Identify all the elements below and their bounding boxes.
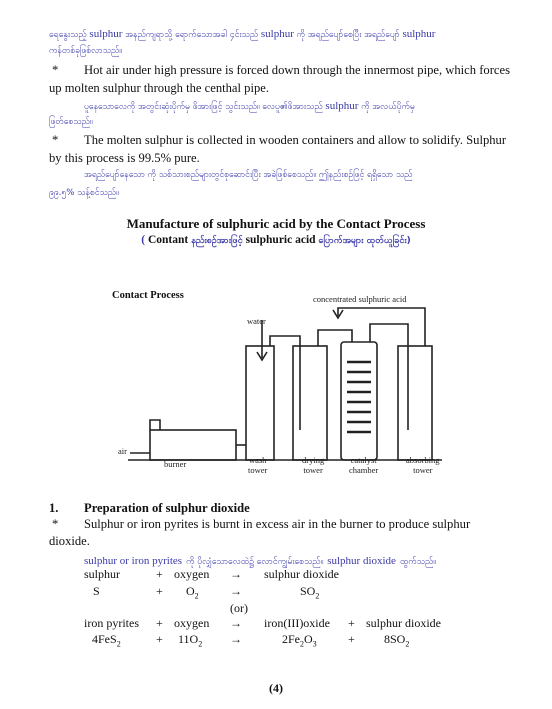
subscript: 2	[194, 591, 199, 601]
bullet-1-line-2: up molten sulphur through the centhal pipe.	[49, 81, 269, 95]
formula: 2Fe	[282, 632, 300, 646]
eq2-reactant-1: S	[93, 584, 100, 598]
section-number: 1.	[49, 501, 59, 515]
eq4-reactant-2	[178, 632, 202, 648]
eq4-arrow: →	[230, 632, 242, 646]
label-line: absorbing	[406, 455, 440, 465]
term-sulphur: sulphur	[260, 28, 294, 40]
formula: O	[186, 584, 195, 598]
catalyst-chamber-label	[349, 455, 378, 475]
section-1-line-1: Sulphur or iron pyrites is burnt in excess air in the burner to produce sulphur	[84, 517, 471, 531]
formula: 11O	[178, 632, 199, 646]
term-sulphur: sulphur	[402, 28, 436, 40]
air-label: air	[118, 446, 127, 456]
drying-tower-label	[302, 455, 324, 475]
bullet-1-line-1: Hot air under high pressure is forced down through the innermost pipe, which forces	[84, 63, 510, 77]
eq4-plus: +	[156, 632, 163, 646]
wash-tower-label	[248, 455, 267, 475]
acid-pipe	[338, 308, 425, 346]
formula: 8SO	[384, 632, 406, 646]
burner-box	[150, 430, 236, 460]
label-line: tower	[248, 465, 268, 475]
page-subtitle	[0, 234, 552, 248]
subscript: 2	[116, 639, 121, 649]
page-title: Manufacture of sulphuric acid by the Contact Process	[126, 216, 426, 231]
label-line: catalyst	[350, 455, 377, 465]
burner-label: burner	[164, 459, 187, 469]
bullet-2-line-2: by this process is 99.5% pure.	[49, 151, 200, 165]
catalyst-absorbing-pipe	[370, 324, 408, 430]
bullet-2-line-1: The molten sulphur is collected in wooden containers and allow to solidify. Sulphur	[84, 133, 507, 147]
formula: O	[304, 632, 313, 646]
eq3-arrow: →	[230, 616, 242, 630]
eq2-reactant-2	[186, 584, 199, 600]
eq1-reactant-2: oxygen	[174, 567, 210, 581]
diagram-title: Contact Process	[112, 290, 184, 301]
eq3-product-2: sulphur dioxide	[366, 616, 441, 630]
label-line: wash	[248, 455, 267, 465]
or-label: (or)	[230, 601, 248, 615]
wash-tower	[246, 346, 274, 460]
myanmar-paragraph-1-line-2: ကန်တစ်ခုဖြစ်လာသည်။	[49, 46, 122, 56]
drying-catalyst-pipe	[318, 330, 352, 346]
eq4-product-1	[282, 632, 317, 648]
contact-process-diagram	[0, 280, 552, 490]
acid-label: concentrated sulphuric acid	[313, 294, 407, 304]
sub-text: ပြောက်အများ ထုတ်ယူခြင်း)	[318, 236, 411, 246]
formula: SO	[300, 584, 316, 598]
myanmar-paragraph-3-line-1: အရည်ပျော်နေသော ကို သစ်သားစည်များတွင်စုဆောင်းပြီး အခဲဖြစ်စေသည်။ ဤနည်းစဉ်ဖြင့် ရရှိသော သည်	[84, 170, 413, 180]
term-sulphur: sulphur	[325, 100, 359, 112]
sub-text: sulphuric acid	[245, 234, 316, 246]
label-line: tower	[303, 465, 323, 475]
eq3-plus-2: +	[348, 616, 355, 630]
sub-text: Contant	[147, 234, 189, 246]
my-text: ကို ပိုလျှံသောလေထဲ၌ လောင်ကျွမ်းစေသည်။	[186, 557, 324, 567]
burner-chimney	[150, 420, 160, 430]
eq4-plus-2: +	[348, 632, 355, 646]
paren: (	[141, 234, 146, 246]
term-sulphur: sulphur	[89, 28, 123, 40]
eq3-plus: +	[156, 616, 163, 630]
subscript: 2	[405, 639, 410, 649]
eq3-product-1: iron(III)oxide	[264, 616, 330, 630]
term: sulphur dioxide	[327, 555, 396, 567]
bullet-star: *	[52, 517, 59, 531]
eq2-arrow: →	[230, 584, 242, 598]
subscript: 2	[198, 639, 203, 649]
eq4-product-2	[384, 632, 409, 648]
eq1-reactant-1: sulphur	[84, 567, 120, 581]
my-text: ပူနေသောလေကို အတွင်းဆုံးပိုက်မှ ဖိအားဖြင့် သွင်းသည်။ လေပူ၏ဖိအားသည်	[84, 102, 323, 112]
eq1-plus: +	[156, 567, 163, 581]
water-label: water	[247, 316, 266, 326]
subscript: 2	[300, 639, 304, 649]
label-line: chamber	[349, 465, 379, 475]
section-heading: Preparation of sulphur dioxide	[84, 501, 250, 515]
eq3-reactant-1: iron pyrites	[84, 616, 139, 630]
eq2-plus: +	[156, 584, 163, 598]
page-number: (4)	[269, 681, 283, 695]
my-text: ရေနွေးသည့်	[49, 30, 87, 40]
section-1-myanmar-line	[84, 551, 436, 569]
absorbing-tower-label	[406, 455, 440, 475]
bullet-star: *	[52, 63, 59, 77]
term: sulphur or iron pyrites	[84, 555, 183, 567]
absorbing-tower	[398, 346, 432, 460]
eq3-reactant-2: oxygen	[174, 616, 210, 630]
subscript: 2	[315, 591, 320, 601]
eq4-reactant-1	[92, 632, 121, 648]
label-line: drying	[302, 455, 325, 465]
my-text: ကို အရည်ပျော်စေပြီး အရည်ပျော်	[296, 30, 400, 40]
my-text: အနည်ကျရာသို့ ရောက်သောအခါ ၄င်းသည်	[125, 30, 259, 40]
myanmar-paragraph-2-line-2: ဖြတ်စေသည်။	[49, 117, 93, 127]
sub-text: နည်းစဉ်အားဖြင့်	[191, 236, 243, 246]
eq1-product: sulphur dioxide	[264, 567, 339, 581]
myanmar-paragraph-3-line-2: ၉၉.၅% သန့်စင်သည်။	[49, 188, 119, 198]
my-text: ကို အလယ်ပိုက်မှ	[361, 102, 415, 112]
eq1-arrow: →	[230, 567, 242, 581]
label-line: tower	[413, 465, 433, 475]
my-text: ထွက်သည်။	[399, 557, 436, 567]
subscript: 3	[312, 639, 317, 649]
myanmar-paragraph-2-line-1	[84, 100, 415, 114]
drying-tower	[293, 346, 327, 460]
eq2-product	[300, 584, 319, 600]
section-1-line-2: dioxide.	[49, 534, 90, 548]
formula: 4FeS	[92, 632, 117, 646]
myanmar-paragraph-1-line-1	[49, 28, 435, 42]
bullet-star: *	[52, 133, 59, 147]
